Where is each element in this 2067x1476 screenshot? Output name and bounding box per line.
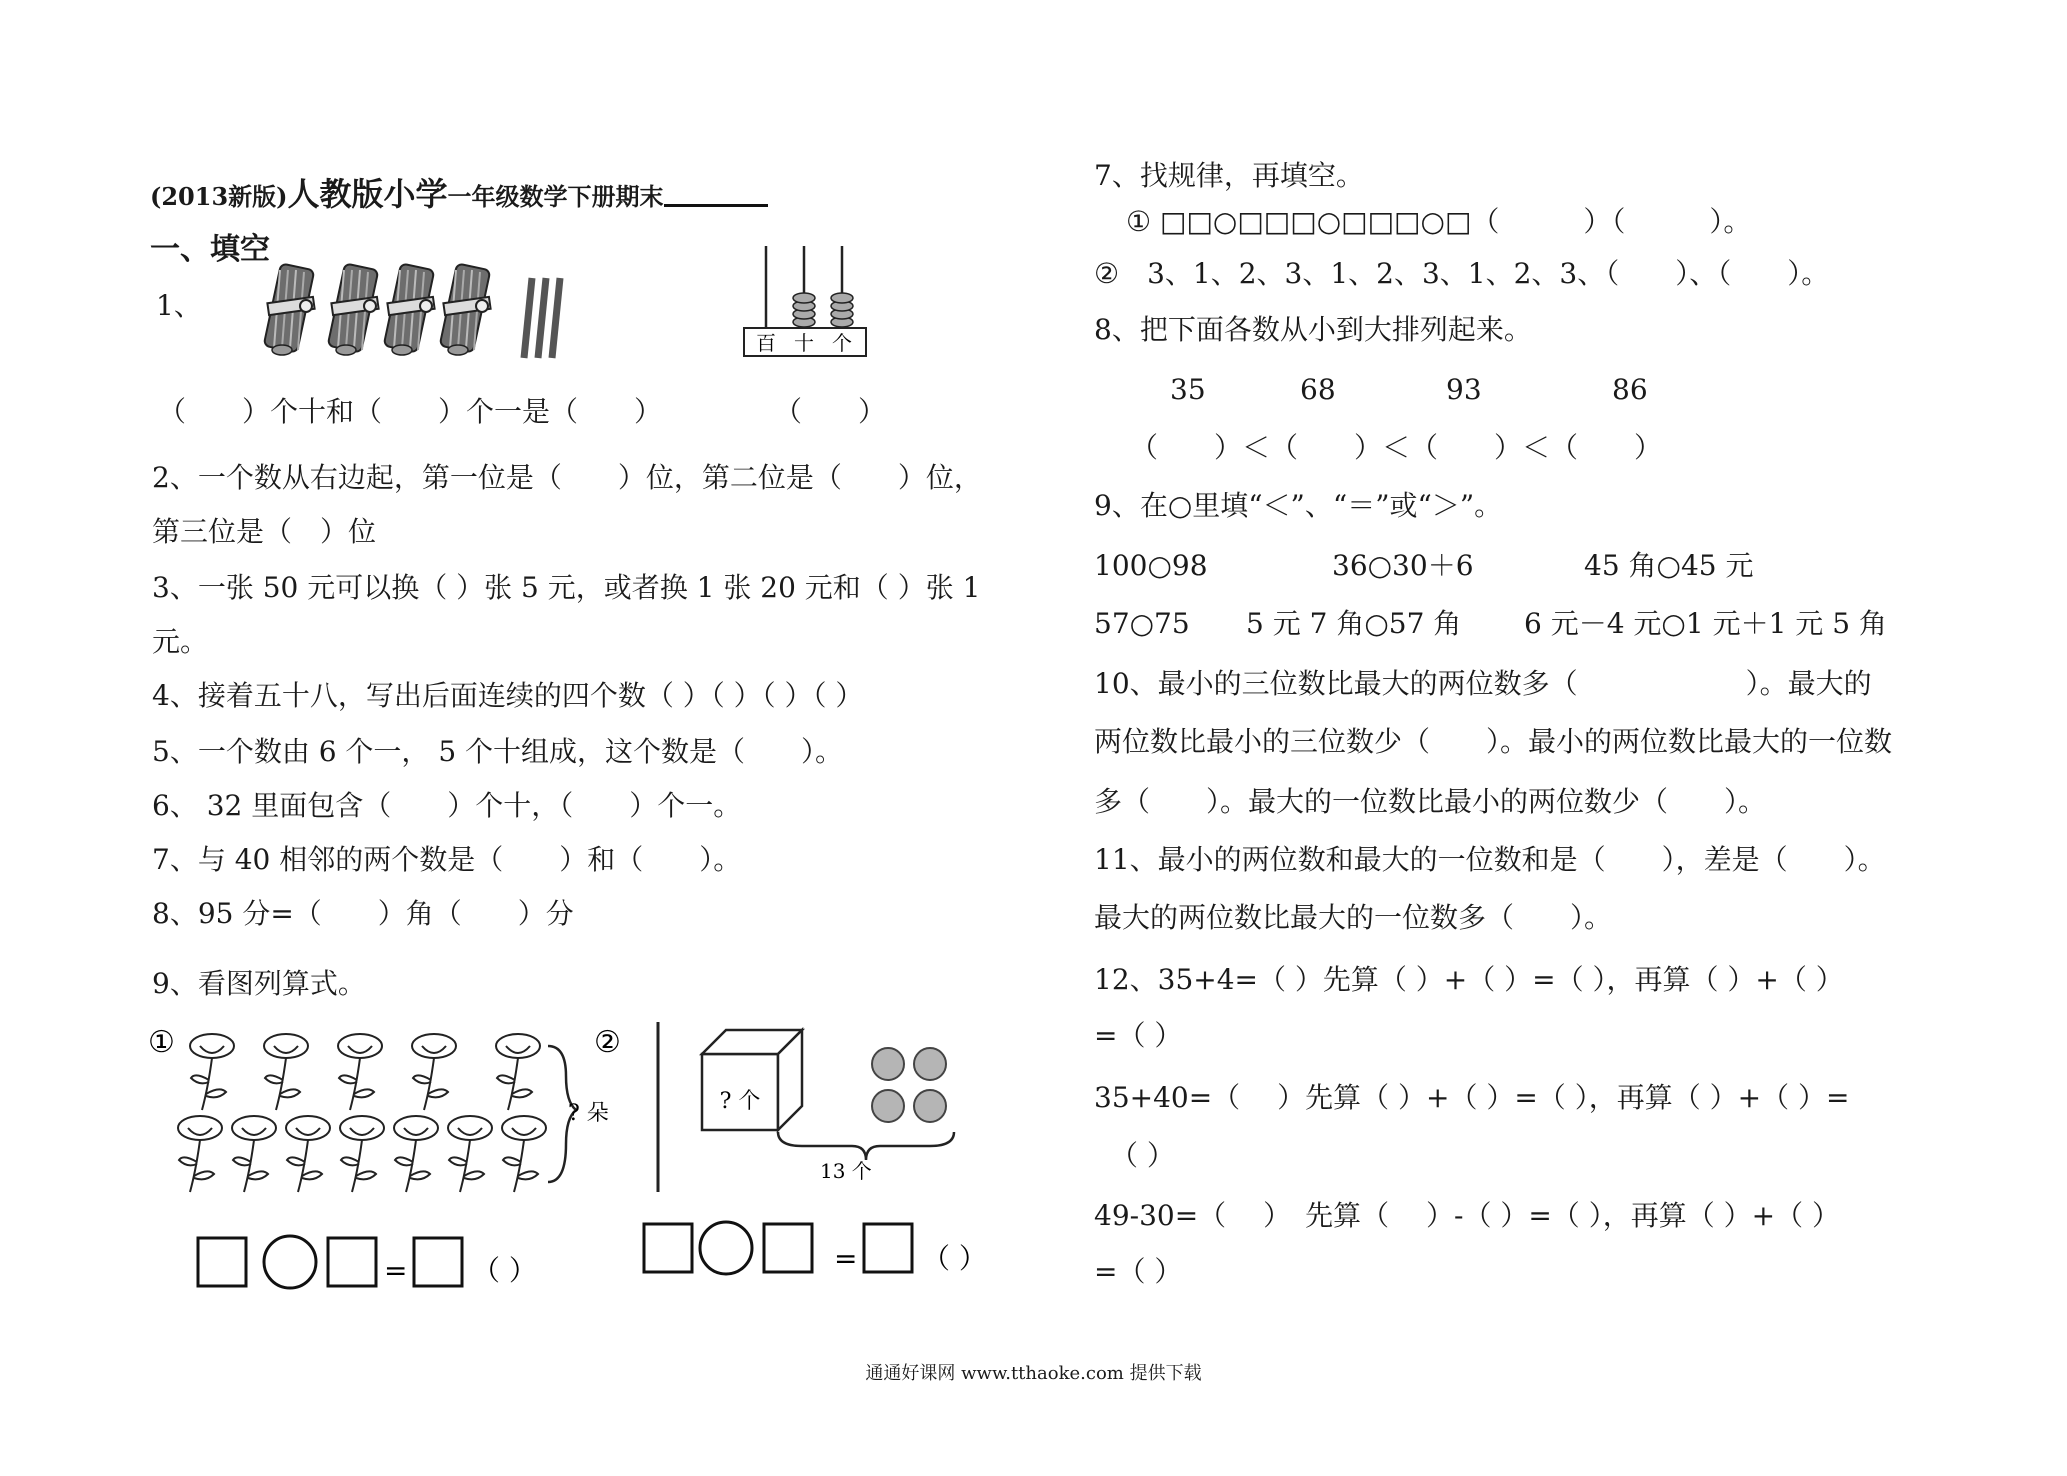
cube-shape xyxy=(702,1030,802,1130)
page-title xyxy=(150,176,768,215)
eq2-box-1 xyxy=(644,1224,692,1272)
r12-b-line-1: 35+40=（ ）先算（ ）+（ ）=（ ），再算（ ）+（ ）= xyxy=(1094,1081,1850,1114)
page-footer: 通通好课网 www.tthaoke.com 提供下载 xyxy=(865,1363,1202,1384)
eq1-result-box xyxy=(414,1238,462,1286)
eq2-result-box xyxy=(864,1224,912,1272)
single-stick-3 xyxy=(552,278,560,358)
abacus-label-tens: 十 xyxy=(794,331,814,355)
r9-row2-item1: 57○75 xyxy=(1094,607,1190,640)
title-main: 人教版小学 xyxy=(287,175,448,213)
r7-pattern-2: ② 3、1、2、3、1、2、3、1、2、3、（ ）、（ ）。 xyxy=(1094,257,1830,290)
r8-heading: 8、把下面各数从小到大排列起来。 xyxy=(1094,313,1532,346)
figure-2-marker: ② xyxy=(594,1025,621,1060)
r9-row1-item1: 100○98 xyxy=(1094,549,1208,582)
q8: 8、95 分=（ ）角（ ）分 xyxy=(152,897,574,930)
q3-line-2: 元。 xyxy=(152,625,209,658)
eq2-unit-paren: （ ） xyxy=(922,1242,987,1275)
abacus-label-ones: 个 xyxy=(832,331,852,355)
eq1-operator-circle xyxy=(264,1236,316,1288)
r8-number-2: 68 xyxy=(1300,373,1336,406)
eq2-box-2 xyxy=(764,1224,812,1272)
balls-brace xyxy=(778,1132,954,1160)
eq1-box-1 xyxy=(198,1238,246,1286)
abacus-figure xyxy=(740,246,870,358)
eq1-box-2 xyxy=(328,1238,376,1286)
r11-line-1: 11、最小的两位数和最大的一位数和是（ ），差是（ ）。 xyxy=(1094,843,1886,876)
r8-number-1: 35 xyxy=(1170,373,1206,406)
r9-row2-item2: 5 元 7 角○57 角 xyxy=(1246,607,1462,640)
r9-row1-item2: 36○30＋6 xyxy=(1332,549,1474,582)
r9-row2-item3: 6 元－4 元○1 元＋1 元 5 角 xyxy=(1524,607,1887,640)
q2-line-1: 2、一个数从右边起，第一位是（ ）位，第二位是（ ）位， xyxy=(152,461,982,494)
r9-heading: 9、在○里填“＜”、“＝”或“＞”。 xyxy=(1094,489,1503,522)
r9-row1-item3: 45 角○45 元 xyxy=(1584,549,1754,582)
r10-line-3: 多（ ）。最大的一位数比最小的两位数少（ ）。 xyxy=(1094,785,1767,818)
r7-pattern-1: ① □□○□□□○□□□○□（ ）（ ）。 xyxy=(1126,205,1752,238)
section-heading: 一、填空 xyxy=(150,232,270,267)
title-suffix: 一年级数学下册期末 xyxy=(447,182,664,211)
q3-line-1: 3、一张 50 元可以换（ ）张 5 元，或者换 1 张 20 元和（ ）张 1 xyxy=(152,571,981,604)
bundle-3 xyxy=(384,263,435,355)
r12-c-line-2: =（ ） xyxy=(1094,1255,1183,1288)
bundle-2 xyxy=(328,263,379,355)
q7: 7、与 40 相邻的两个数是（ ）和（ ）。 xyxy=(152,843,742,876)
flowers-figure xyxy=(148,1018,628,1298)
stick-bundles-figure xyxy=(262,258,592,358)
tens-beads xyxy=(793,293,815,327)
flowers-question-label: ? 朵 xyxy=(568,1101,609,1126)
q1-answer-line: （ ）个十和（ ）个一是（ ） （ ） xyxy=(158,395,887,428)
box-balls-figure xyxy=(594,1018,1014,1288)
eq2-operator-circle xyxy=(700,1222,752,1274)
title-blank xyxy=(664,180,768,207)
r10-line-1: 10、最小的三位数比最大的两位数多（ ）。最大的 xyxy=(1094,667,1872,700)
figure-1-marker: ① xyxy=(148,1025,175,1060)
r8-number-3: 93 xyxy=(1446,373,1482,406)
single-stick-1 xyxy=(524,278,532,358)
balls-group xyxy=(872,1048,946,1122)
title-prefix: (2013新版) xyxy=(150,182,288,211)
eq2-equals: = xyxy=(834,1242,858,1275)
cube-question-label: ? 个 xyxy=(719,1089,761,1114)
r8-number-4: 86 xyxy=(1612,373,1648,406)
r12-a-line-2: =（ ） xyxy=(1094,1019,1183,1052)
ones-beads xyxy=(831,293,853,327)
eq1-equals: = xyxy=(384,1254,408,1287)
single-stick-2 xyxy=(538,278,546,358)
q6: 6、 32 里面包含（ ）个十，（ ）个一。 xyxy=(152,789,742,822)
balls-count-label: 13 个 xyxy=(820,1159,872,1183)
r12-c-line-1: 49-30=（ ） 先算（ ）-（ ）=（ ），再算（ ）+（ ） xyxy=(1094,1199,1840,1232)
q1-label: 1、 xyxy=(156,289,202,322)
bundle-1 xyxy=(264,263,315,355)
q2-line-2: 第三位是（ ）位 xyxy=(152,515,377,548)
r8-order-line: （ ）＜（ ）＜（ ）＜（ ） xyxy=(1130,431,1663,464)
q5: 5、一个数由 6 个一， 5 个十组成，这个数是（ ）。 xyxy=(152,735,844,768)
eq1-unit-paren: （ ） xyxy=(472,1254,537,1287)
q9: 9、看图列算式。 xyxy=(152,967,366,1000)
q4: 4、接着五十八，写出后面连续的四个数（ ）（ ）（ ）（ ） xyxy=(152,679,864,712)
r11-line-2: 最大的两位数比最大的一位数多（ ）。 xyxy=(1094,901,1613,934)
r12-a-line-1: 12、35+4=（ ）先算（ ）+（ ）=（ ），再算（ ）+（ ） xyxy=(1094,963,1844,996)
abacus-label-hundreds: 百 xyxy=(756,331,776,355)
r10-line-2: 两位数比最小的三位数少（ ）。最小的两位数比最大的一位数 xyxy=(1094,725,1893,758)
r7-heading: 7、找规律，再填空。 xyxy=(1094,159,1364,192)
bundle-4 xyxy=(440,263,491,355)
r12-b-line-2: （ ） xyxy=(1110,1139,1175,1172)
